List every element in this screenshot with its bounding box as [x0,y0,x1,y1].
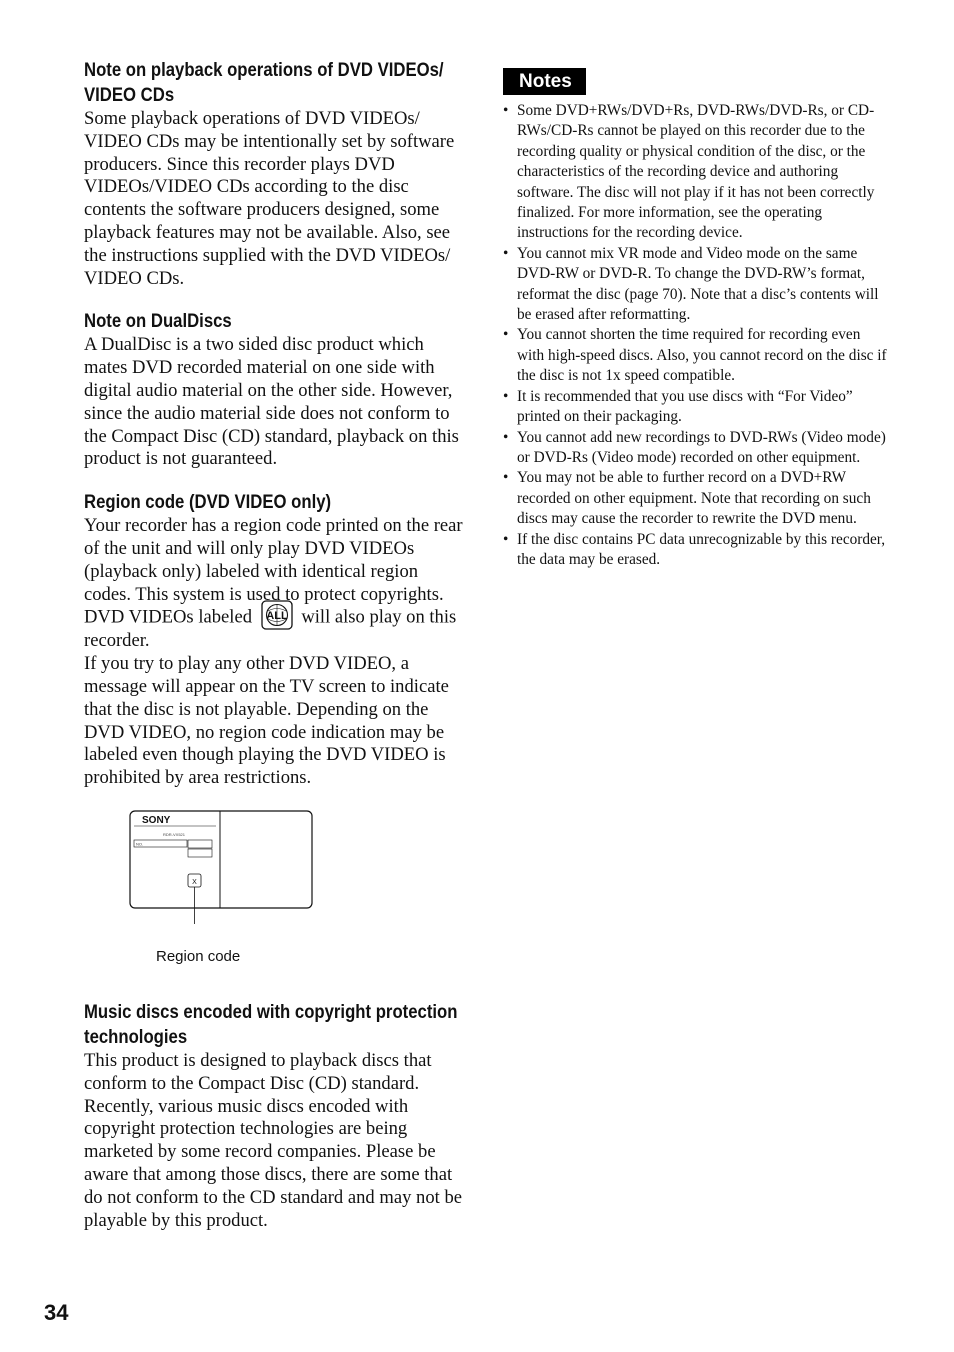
notes-item [503,101,891,244]
notes-list [503,101,891,570]
region-text [84,515,468,653]
notes-item-text: Some DVD+RWs/DVD+Rs, DVD-RWs/DVD-Rs, or CD-RWs/CD-Rs cannot be played on this recorder due to the recording quality or physical condition of the disc, or the characteristics of the recording device and authoring software. The disc will not play if it has not been correctly finalized. For more information, see the operating instructions for the recording device. [517,102,875,242]
notes-item [503,530,891,571]
bullet-icon: • [503,387,509,405]
sony-logo: SONY [142,814,171,826]
region-text-part1: Your recorder has a region code printed on the rear of the unit and will only play DVD VIDEOs (playback only) labeled with identical region codes. This system is used to protect copyrights. DVD VIDEOs labeled [84,515,463,628]
bullet-icon: • [503,244,509,262]
rear-label-illustration [84,806,468,976]
region-text-part2: will also play on this recorder. [84,606,457,652]
dualdisc-heading: Note on DualDiscs [84,311,232,333]
music-section [84,1000,468,1232]
region-code-caption: Region code [156,947,241,965]
right-column [503,68,891,570]
dualdisc-text: A DualDisc is a two sided disc product which mates DVD recorded material on one side with digital audio material on the other side. However, since the audio material side does not conform to the Compact Disc (CD) standard, playback on this product is not guaranteed. [84,334,459,470]
bullet-icon: • [503,428,509,446]
notes-item-text: You cannot shorten the time required for recording even with high-speed discs. Also, you cannot record on the disc if the disc is not 1x speed compatible. [517,326,887,385]
region-all-icon-label: ALL [265,610,288,623]
notes-item [503,468,891,529]
bullet-icon: • [503,530,509,548]
notes-item-text: If the disc contains PC data unrecognizable by this recorder, the data may be erased. [517,530,886,568]
music-heading: Music discs encoded with copyright protection technologies [84,1001,458,1048]
playback-section [84,58,468,290]
bullet-icon: • [503,469,509,487]
model-text: RDR-VX521 [162,831,186,837]
notes-item-text: It is recommended that you use discs with “For Video” printed on their packaging. [517,387,853,426]
music-text: This product is designed to playback discs that conform to the Compact Disc (CD) standard. Recently, various music discs encoded with copyright protection technologies are being marketed by some record companies. Please be aware that among those discs, there are some that do not conform to the CD standard and may not be playable by this product. [84,1049,462,1231]
notes-title: Notes [503,68,586,95]
notes-item-text: You cannot mix VR mode and Video mode on the same DVD-RW or DVD-R. To change the DVD-RW’s format, reformat the disc (page 70). Note that a disc’s contents will be erased after reformatting. [517,244,879,324]
bullet-icon: • [503,326,509,344]
playback-text: Some playback operations of DVD VIDEOs/ VIDEO CDs may be intentionally set by software producers. Since this recorder plays DVD VIDEOs/VIDEO CDs according to the disc contents the software producers designed, some playback features may not be available. Also, see the instructions supplied with the DVD VIDEOs/ VIDEO CDs. [84,108,455,289]
region-all-icon [261,600,293,630]
notes-item [503,428,891,469]
dualdisc-section [84,309,468,471]
rear-label-figure [84,806,468,976]
page-number: 34 [44,1300,69,1325]
left-column [84,58,468,1232]
notes-item-text: You cannot add new recordings to DVD-RWs (Video mode) or DVD-Rs (Video mode) recorded on other equipment. [517,428,886,466]
field-label: NO. [136,841,144,847]
playback-heading: Note on playback operations of DVD VIDEOs/ VIDEO CDs [84,60,444,106]
notes-item [503,244,891,326]
region-section [84,490,468,790]
notes-item [503,387,891,428]
notes-item [503,325,891,386]
region-text-2: If you try to play any other DVD VIDEO, a message will appear on the TV screen to indicate that the disc is not playable. Depending on the DVD VIDEO, no region code indication may be labeled even though playing the DVD VIDEO is prohibited by area restrictions. [84,653,449,789]
region-heading: Region code (DVD VIDEO only) [84,492,332,514]
notes-item-text: You may not be able to further record on a DVD+RW recorded on other equipment. Note that recording on such discs may cause the recorder to rewrite the DVD menu. [517,469,871,528]
region-code-mark: X [192,878,197,886]
bullet-icon: • [503,102,509,119]
